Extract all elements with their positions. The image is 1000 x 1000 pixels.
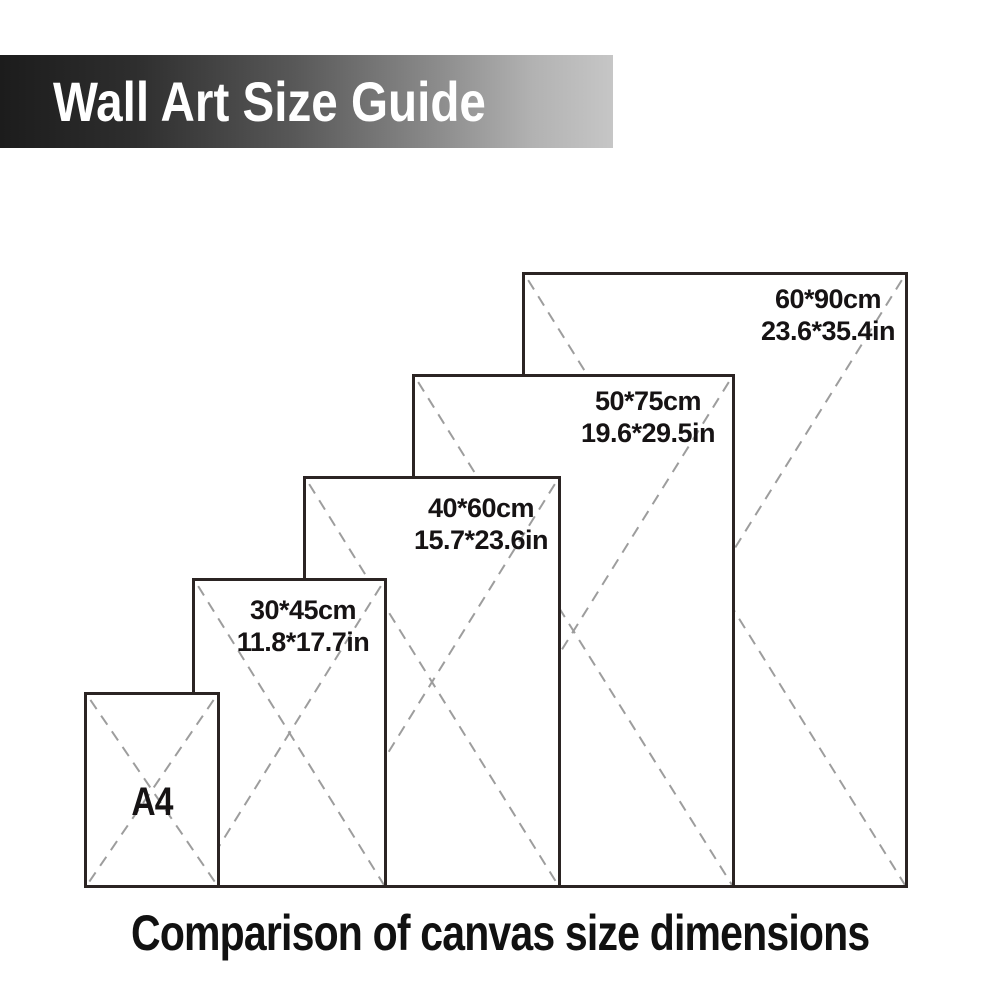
size-label-cm: 50*75cm [594,386,702,416]
size-label-cm: 60*90cm [774,284,882,314]
size-label-30x45 [237,594,370,658]
size-label-cm: 40*60cm [427,493,535,523]
size-label-inch: 23.6*35.4in [760,316,896,346]
size-label-inch: 15.7*23.6in [413,525,549,555]
size-label-cm: 30*45cm [249,595,357,625]
size-label-40x60 [414,492,548,556]
size-label-50x75 [581,385,715,449]
size-label-inch: 11.8*17.7in [236,627,370,657]
title-banner [0,55,613,148]
size-label-60x90 [761,283,895,347]
caption-text: Comparison of canvas size dimensions [130,905,870,961]
caption [0,904,1000,962]
size-label-inch: 19.6*29.5in [580,418,716,448]
banner-title: Wall Art Size Guide [53,70,486,133]
size-label-a4: A4 [131,780,173,824]
